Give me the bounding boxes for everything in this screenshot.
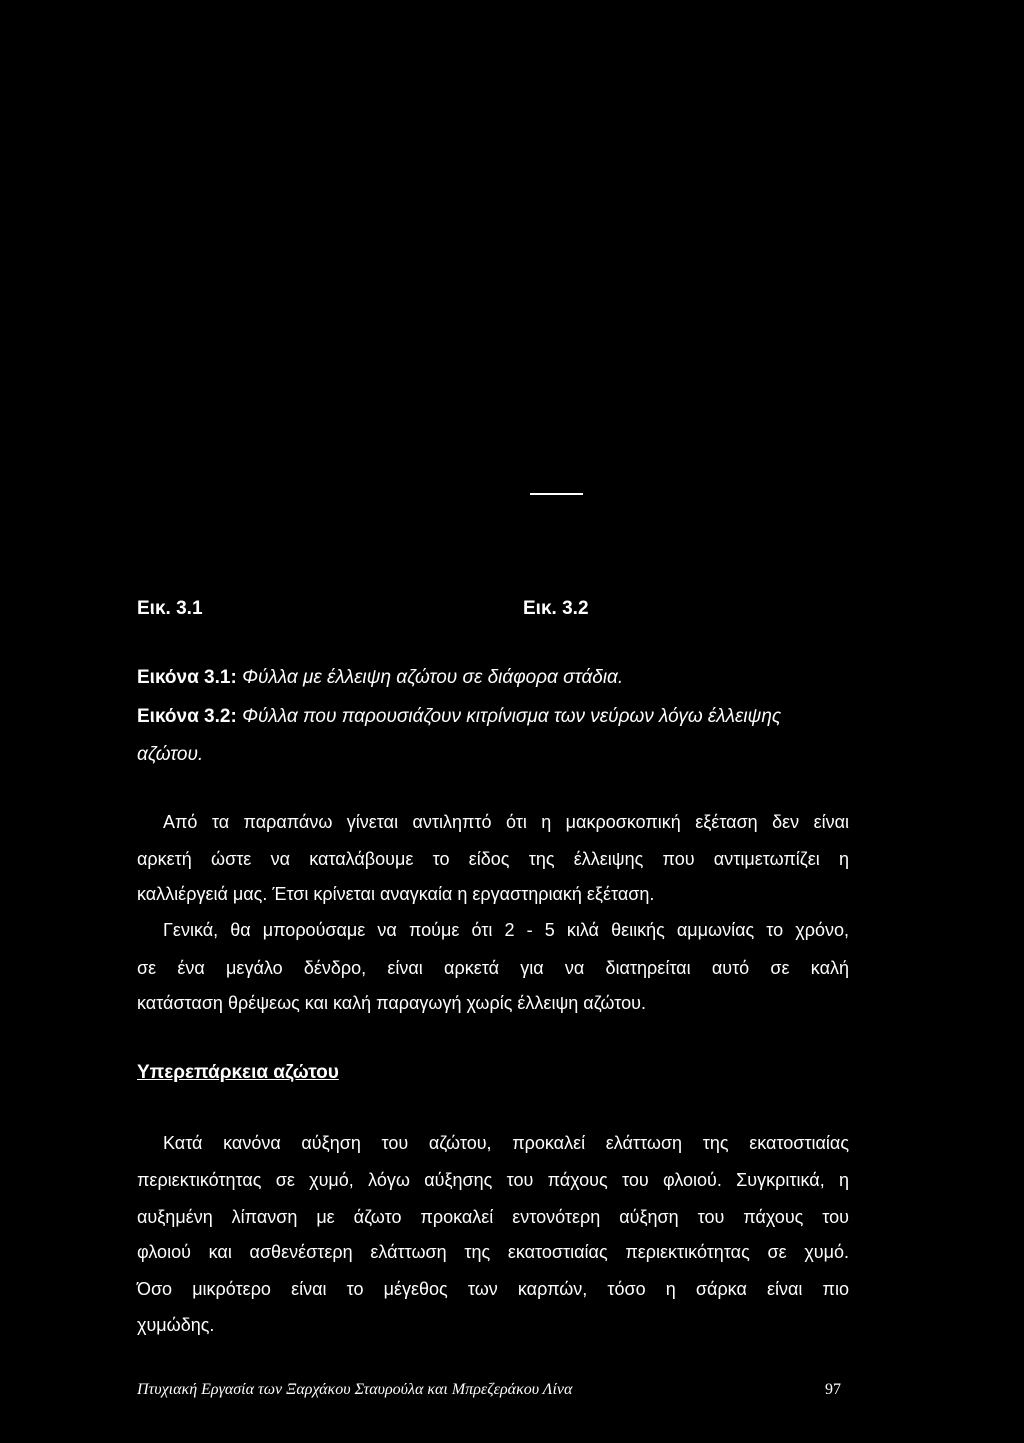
figure-caption-2-continuation: αζώτου. (137, 744, 204, 765)
page-number: 97 (825, 1381, 841, 1398)
paragraph-1-line: Από τα παραπάνω γίνεται αντιληπτό ότι η μακροσκοπική εξέταση δεν είναι (163, 812, 849, 832)
paragraph-2-line: Γενικά, θα μπορούσαμε να πούμε ότι 2 - 5 κιλά θειικής αμμωνίας το χρόνο, (163, 920, 849, 940)
paragraph-3-line: Κατά κανόνα αύξηση του αζώτου, προκαλεί ελάττωση της εκατοστιαίας (163, 1133, 849, 1153)
paragraph-3-line: περιεκτικότητας σε χυμό, λόγω αύξησης του πάχους του φλοιού. Συγκριτικά, η (137, 1170, 849, 1190)
paragraph-3-line: Όσο μικρότερο είναι το μέγεθος των καρπών, τόσο η σάρκα είναι πιο (137, 1279, 849, 1299)
figure-label-1: Εικ. 3.1 (137, 598, 203, 619)
footer-text: Πτυχιακή Εργασία των Ξαρχάκου Σταυρούλα και Μπρεζεράκου Λίνα (137, 1381, 573, 1398)
caption-text: Φύλλα που παρουσιάζουν κιτρίνισμα των νεύρων λόγω έλλειψης (242, 706, 782, 727)
paragraph-2-line: κατάσταση θρέψεως και καλή παραγωγή χωρίς έλλειψη αζώτου. (137, 993, 646, 1013)
section-heading: Υπερεπάρκεια αζώτου (137, 1062, 339, 1083)
caption-text: Φύλλα με έλλειψη αζώτου σε διάφορα στάδια. (242, 667, 624, 688)
figure-caption-2 (137, 705, 857, 729)
caption-key: Εικόνα 3.2: (137, 706, 237, 727)
paragraph-1-line: καλλιέργειά μας. Έτσι κρίνεται αναγκαία η εργαστηριακή εξέταση. (137, 884, 655, 904)
paragraph-3-line: φλοιού και ασθενέστερη ελάττωση της εκατοστιαίας περιεκτικότητας σε χυμό. (137, 1242, 849, 1262)
caption-key: Εικόνα 3.1: (137, 667, 237, 688)
paragraph-3-line: χυμώδης. (137, 1315, 215, 1335)
figure-label-2: Εικ. 3.2 (523, 598, 589, 619)
horizontal-rule (530, 493, 583, 495)
paragraph-1-line: αρκετή ώστε να καταλάβουμε το είδος της έλλειψης που αντιμετωπίζει η (137, 849, 849, 869)
paragraph-2-line: σε ένα μεγάλο δένδρο, είναι αρκετά για να διατηρείται αυτό σε καλή (137, 958, 849, 978)
paragraph-3-line: αυξημένη λίπανση με άζωτο προκαλεί εντονότερη αύξηση του πάχους του (137, 1207, 849, 1227)
figure-caption-1 (137, 666, 857, 690)
